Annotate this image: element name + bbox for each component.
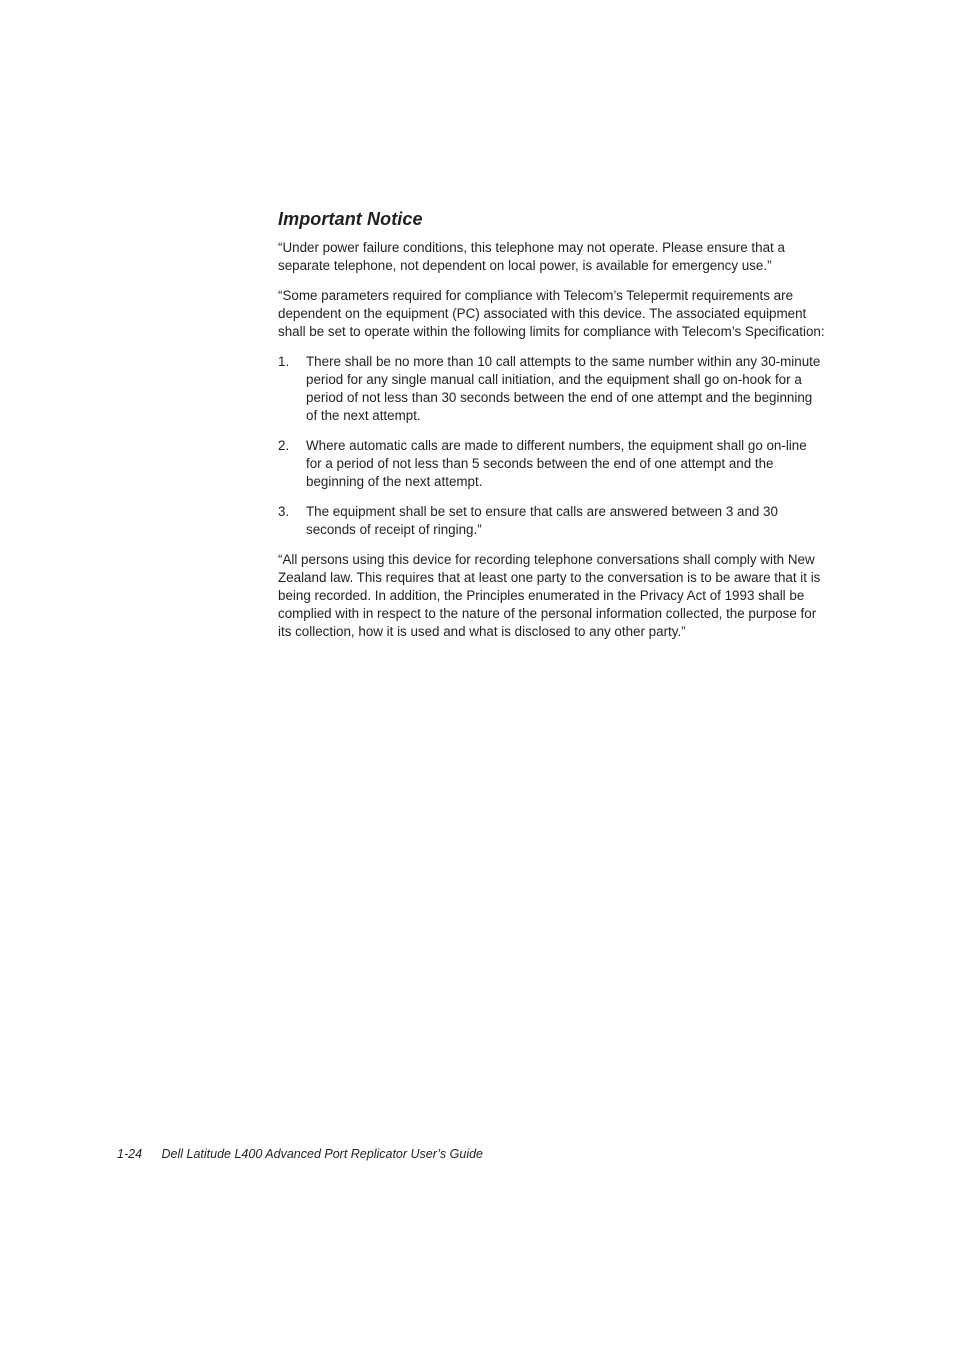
list-item-number: 1.	[278, 354, 290, 369]
paragraph-power-failure: “Under power failure conditions, this telephone may not operate. Please ensure that a separate telephone, not dependent on local power, is available for emergency use.”	[278, 240, 785, 273]
paragraph-telepermit-parameters: “Some parameters required for compliance with Telecom’s Telepermit requirements are dependent on the equipment (PC) associated with this device. The associated equipment shall be set to operate within the following limits for compliance with Telecom’s Specification:	[278, 288, 825, 339]
list-item	[278, 353, 826, 425]
list-item	[278, 437, 826, 491]
section-heading: Important Notice	[278, 209, 423, 229]
footer-document-title: Dell Latitude L400 Advanced Port Replicator User’s Guide	[161, 1147, 483, 1161]
list-item-number: 3.	[278, 504, 290, 519]
list-item-text: There shall be no more than 10 call attempts to the same number within any 30-minute period for any single manual call initiation, and the equipment shall go on-hook for a period of not less than 30 seconds between the end of one attempt and the beginning of the next attempt.	[306, 354, 821, 423]
list-item-text: The equipment shall be set to ensure that calls are answered between 3 and 30 seconds of receipt of ringing.”	[306, 504, 778, 537]
page-footer	[117, 1145, 483, 1163]
limits-list	[278, 353, 826, 539]
list-item	[278, 503, 826, 539]
paragraph-recording-law: “All persons using this device for recording telephone conversations shall comply with New Zealand law. This requires that at least one party to the conversation is to be aware that it is being recorded. In addition, the Principles enumerated in the Privacy Act of 1993 shall be complied with in respect to the nature of the personal information collected, the purpose for its collection, how it is used and what is disclosed to any other party.”	[278, 552, 821, 639]
footer-page-number: 1-24	[117, 1147, 143, 1161]
list-item-text: Where automatic calls are made to different numbers, the equipment shall go on-line for a period of not less than 5 seconds between the end of one attempt and the beginning of the next attempt.	[306, 438, 807, 489]
main-content	[278, 207, 826, 653]
list-item-number: 2.	[278, 438, 290, 453]
